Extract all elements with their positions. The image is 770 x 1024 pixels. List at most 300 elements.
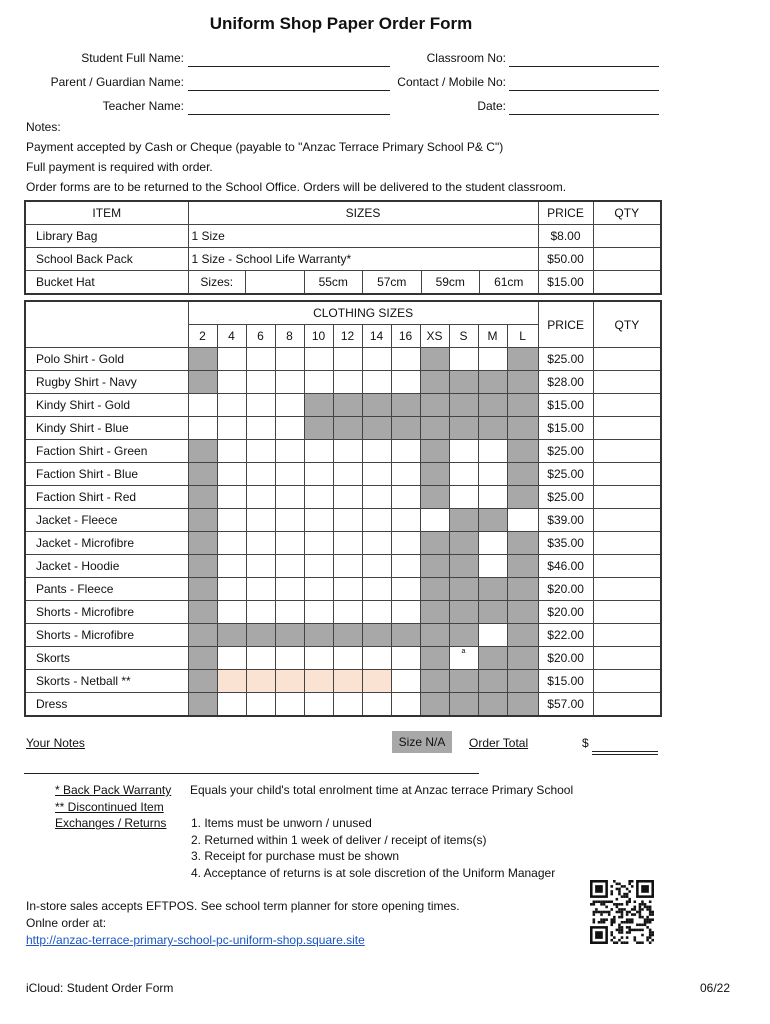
clothing-item-price: $15.00 xyxy=(538,394,593,417)
size-unavailable-cell xyxy=(391,624,420,647)
size-cell[interactable] xyxy=(188,394,217,417)
clothing-item-price: $35.00 xyxy=(538,532,593,555)
qty-cell[interactable] xyxy=(593,440,661,463)
size-unavailable-cell xyxy=(420,348,449,371)
size-cell[interactable] xyxy=(275,693,304,717)
date-field[interactable] xyxy=(509,114,659,115)
clothing-item-name: Rugby Shirt - Navy xyxy=(25,371,188,394)
clothing-table xyxy=(24,300,662,717)
footer-left: iCloud: Student Order Form xyxy=(26,981,174,995)
size-cell[interactable] xyxy=(246,693,275,717)
size-unavailable-cell xyxy=(391,394,420,417)
size-unavailable-cell xyxy=(478,670,507,693)
classroom-field[interactable] xyxy=(509,66,659,67)
qty-cell[interactable] xyxy=(593,394,661,417)
size-unavailable-cell xyxy=(449,601,478,624)
size-cell[interactable] xyxy=(275,348,304,371)
size-cell[interactable] xyxy=(246,486,275,509)
hat-size-blank xyxy=(245,271,304,293)
parent-name-field[interactable] xyxy=(188,90,390,91)
item-price: $50.00 xyxy=(538,248,593,271)
size-unavailable-cell xyxy=(246,624,275,647)
item-size: 1 Size xyxy=(188,225,538,248)
size-unavailable-cell xyxy=(449,394,478,417)
clothing-item-price: $28.00 xyxy=(538,371,593,394)
table-row xyxy=(25,486,661,509)
size-cell[interactable] xyxy=(449,348,478,371)
qty-cell[interactable] xyxy=(593,555,661,578)
table-row xyxy=(25,271,661,295)
size-cell[interactable] xyxy=(478,486,507,509)
size-cell[interactable] xyxy=(391,532,420,555)
clothing-item-name: Skorts - Netball ** xyxy=(25,670,188,693)
size-cell[interactable] xyxy=(217,417,246,440)
size-cell[interactable] xyxy=(246,601,275,624)
size-cell[interactable] xyxy=(246,371,275,394)
exchange-item: 3. Receipt for purchase must be shown xyxy=(191,849,400,863)
size-unavailable-cell xyxy=(420,532,449,555)
size-cell[interactable] xyxy=(304,532,333,555)
size-unavailable-cell xyxy=(304,417,333,440)
size-cell[interactable] xyxy=(391,578,420,601)
size-unavailable-cell xyxy=(449,509,478,532)
table-row xyxy=(25,371,661,394)
clothing-item-name: Dress xyxy=(25,693,188,717)
size-cell[interactable] xyxy=(217,509,246,532)
order-total-double-line xyxy=(592,754,658,755)
size-unavailable-cell xyxy=(420,486,449,509)
size-unavailable-cell xyxy=(507,555,538,578)
size-unavailable-cell xyxy=(362,624,391,647)
size-unavailable-cell xyxy=(420,693,449,717)
size-cell[interactable] xyxy=(449,486,478,509)
clothing-item-name: Jacket - Microfibre xyxy=(25,532,188,555)
size-cell[interactable] xyxy=(391,601,420,624)
size-cell[interactable] xyxy=(217,371,246,394)
size-cell[interactable] xyxy=(217,555,246,578)
qty-cell[interactable] xyxy=(593,532,661,555)
size-cell[interactable] xyxy=(333,601,362,624)
student-name-field[interactable] xyxy=(188,66,390,67)
size-cell[interactable] xyxy=(362,693,391,717)
clothing-item-price: $25.00 xyxy=(538,463,593,486)
order-total-field[interactable] xyxy=(592,751,658,752)
qty-cell[interactable] xyxy=(593,248,661,271)
size-cell[interactable] xyxy=(449,440,478,463)
size-unavailable-cell xyxy=(507,417,538,440)
size-unavailable-cell xyxy=(188,624,217,647)
notes-line-1: Payment accepted by Cash or Cheque (payable to "Anzac Terrace Primary School P& C") xyxy=(26,140,504,154)
size-header-cell: 10 xyxy=(304,325,333,348)
size-cell[interactable] xyxy=(246,509,275,532)
size-cell[interactable] xyxy=(217,463,246,486)
size-unavailable-cell xyxy=(507,532,538,555)
size-cell[interactable] xyxy=(246,417,275,440)
notes-line-2: Full payment is required with order. xyxy=(26,160,213,174)
exchange-item: 2. Returned within 1 week of deliver / receipt of items(s) xyxy=(191,833,487,847)
qty-cell[interactable] xyxy=(593,670,661,693)
size-cell[interactable] xyxy=(362,578,391,601)
size-cell[interactable] xyxy=(304,555,333,578)
size-unavailable-cell xyxy=(420,394,449,417)
size-unavailable-cell xyxy=(333,417,362,440)
classroom-label: Classroom No: xyxy=(426,51,506,65)
size-cell[interactable] xyxy=(478,532,507,555)
size-unavailable-cell xyxy=(188,578,217,601)
date-label: Date: xyxy=(477,99,506,113)
size-unavailable-cell xyxy=(420,555,449,578)
size-cell[interactable] xyxy=(217,394,246,417)
clothing-item-name: Shorts - Microfibre xyxy=(25,601,188,624)
size-discontinued-cell xyxy=(217,670,246,693)
qty-header: QTY xyxy=(593,201,661,225)
size-cell[interactable] xyxy=(217,601,246,624)
size-cell[interactable] xyxy=(333,463,362,486)
currency-symbol: $ xyxy=(582,736,589,750)
qty-cell[interactable] xyxy=(593,463,661,486)
qty-cell[interactable] xyxy=(593,647,661,670)
size-cell[interactable] xyxy=(188,417,217,440)
warranty-label: * Back Pack Warranty xyxy=(55,783,172,797)
size-unavailable-cell xyxy=(333,624,362,647)
size-cell[interactable] xyxy=(420,509,449,532)
parent-name-label: Parent / Guardian Name: xyxy=(50,75,184,89)
footer-right: 06/22 xyxy=(700,981,731,995)
qty-cell[interactable] xyxy=(593,509,661,532)
sizes-header: SIZES xyxy=(188,201,538,225)
notes-heading: Notes: xyxy=(26,120,61,134)
size-unavailable-cell xyxy=(391,417,420,440)
clothing-item-name: Kindy Shirt - Gold xyxy=(25,394,188,417)
size-cell[interactable] xyxy=(391,371,420,394)
table-row xyxy=(25,440,661,463)
size-cell[interactable] xyxy=(333,693,362,717)
size-cell[interactable] xyxy=(478,440,507,463)
size-cell[interactable] xyxy=(362,532,391,555)
size-cell[interactable] xyxy=(304,647,333,670)
clothing-item-price: $15.00 xyxy=(538,417,593,440)
qty-cell[interactable] xyxy=(593,693,661,717)
size-cell[interactable] xyxy=(391,440,420,463)
clothing-item-name: Jacket - Hoodie xyxy=(25,555,188,578)
items-table xyxy=(24,200,662,295)
size-cell[interactable] xyxy=(246,578,275,601)
clothing-item-price: $46.00 xyxy=(538,555,593,578)
clothing-item-name: Pants - Fleece xyxy=(25,578,188,601)
size-cell[interactable] xyxy=(478,348,507,371)
size-cell[interactable] xyxy=(275,509,304,532)
item-price: $15.00 xyxy=(538,271,593,295)
qty-cell[interactable] xyxy=(593,486,661,509)
size-cell[interactable] xyxy=(362,509,391,532)
student-name-label: Student Full Name: xyxy=(81,51,184,65)
size-unavailable-cell xyxy=(478,647,507,670)
size-cell[interactable] xyxy=(362,440,391,463)
size-cell[interactable] xyxy=(391,486,420,509)
size-unavailable-cell xyxy=(188,348,217,371)
clothing-item-name: Jacket - Fleece xyxy=(25,509,188,532)
size-cell[interactable] xyxy=(275,601,304,624)
size-unavailable-cell xyxy=(507,670,538,693)
size-cell[interactable] xyxy=(362,555,391,578)
clothing-item-name: Kindy Shirt - Blue xyxy=(25,417,188,440)
size-cell[interactable] xyxy=(391,555,420,578)
size-discontinued-cell xyxy=(362,670,391,693)
size-unavailable-cell xyxy=(188,647,217,670)
size-cell[interactable] xyxy=(449,463,478,486)
qty-cell[interactable] xyxy=(593,417,661,440)
item-name: Bucket Hat xyxy=(25,271,188,295)
hat-sizes xyxy=(188,271,538,295)
size-header-cell: 14 xyxy=(362,325,391,348)
size-unavailable-cell xyxy=(478,693,507,717)
size-cell[interactable] xyxy=(275,555,304,578)
size-header-cell: 8 xyxy=(275,325,304,348)
clothing-item-price: $57.00 xyxy=(538,693,593,717)
size-cell[interactable] xyxy=(478,463,507,486)
size-cell[interactable] xyxy=(304,601,333,624)
size-cell[interactable] xyxy=(333,555,362,578)
item-size: 1 Size - School Life Warranty* xyxy=(188,248,538,271)
size-header-cell: 2 xyxy=(188,325,217,348)
size-cell[interactable] xyxy=(333,486,362,509)
item-header: ITEM xyxy=(25,201,188,225)
table-row xyxy=(25,348,661,371)
clothing-item-name: Faction Shirt - Blue xyxy=(25,463,188,486)
size-unavailable-cell xyxy=(188,509,217,532)
size-cell[interactable] xyxy=(275,647,304,670)
size-cell[interactable] xyxy=(246,440,275,463)
size-discontinued-cell xyxy=(275,670,304,693)
clothing-item-price: $20.00 xyxy=(538,578,593,601)
hat-size-option[interactable]: 57cm xyxy=(362,271,421,293)
size-cell[interactable] xyxy=(333,348,362,371)
size-cell[interactable] xyxy=(217,440,246,463)
size-header-cell: M xyxy=(478,325,507,348)
size-cell[interactable] xyxy=(246,348,275,371)
teacher-name-label: Teacher Name: xyxy=(102,99,184,113)
size-cell[interactable] xyxy=(391,463,420,486)
clothing-item-price: $20.00 xyxy=(538,601,593,624)
size-cell[interactable] xyxy=(275,578,304,601)
size-cell[interactable] xyxy=(304,693,333,717)
size-unavailable-cell xyxy=(420,670,449,693)
size-cell[interactable] xyxy=(246,555,275,578)
size-cell[interactable] xyxy=(391,693,420,717)
size-cell[interactable] xyxy=(507,509,538,532)
size-cell[interactable] xyxy=(275,463,304,486)
size-unavailable-cell xyxy=(188,371,217,394)
size-cell[interactable] xyxy=(362,601,391,624)
size-unavailable-cell xyxy=(478,601,507,624)
size-cell[interactable] xyxy=(478,624,507,647)
clothing-item-name: Polo Shirt - Gold xyxy=(25,348,188,371)
size-unavailable-cell xyxy=(304,394,333,417)
qty-cell[interactable] xyxy=(593,601,661,624)
table-row xyxy=(25,555,661,578)
clothing-item-name: Shorts - Microfibre xyxy=(25,624,188,647)
instore-line: In-store sales accepts EFTPOS. See school term planner for store opening times. xyxy=(26,899,460,913)
size-cell-mark: a xyxy=(461,648,466,655)
size-cell[interactable] xyxy=(362,463,391,486)
size-cell[interactable] xyxy=(217,532,246,555)
size-cell[interactable] xyxy=(304,440,333,463)
size-cell[interactable] xyxy=(304,578,333,601)
qty-cell[interactable] xyxy=(593,225,661,248)
size-cell[interactable] xyxy=(362,486,391,509)
notes-line[interactable] xyxy=(24,773,479,774)
exchanges-label: Exchanges / Returns xyxy=(55,816,167,830)
size-header-cell: L xyxy=(507,325,538,348)
size-cell[interactable] xyxy=(217,578,246,601)
size-cell[interactable] xyxy=(304,371,333,394)
size-cell[interactable] xyxy=(333,647,362,670)
size-unavailable-cell xyxy=(188,555,217,578)
size-unavailable-cell xyxy=(420,624,449,647)
size-unavailable-cell xyxy=(420,647,449,670)
table-row xyxy=(25,532,661,555)
table-row xyxy=(25,578,661,601)
table-row xyxy=(25,225,661,248)
size-unavailable-cell xyxy=(478,509,507,532)
table-row xyxy=(25,463,661,486)
size-header-cell: XS xyxy=(420,325,449,348)
size-unavailable-cell xyxy=(507,348,538,371)
size-cell[interactable] xyxy=(478,555,507,578)
size-cell[interactable] xyxy=(275,486,304,509)
qty-cell[interactable] xyxy=(593,624,661,647)
size-cell[interactable] xyxy=(275,371,304,394)
clothing-item-price: $25.00 xyxy=(538,440,593,463)
table-row xyxy=(25,601,661,624)
size-unavailable-cell xyxy=(420,578,449,601)
qty-cell[interactable] xyxy=(593,371,661,394)
size-cell[interactable] xyxy=(217,486,246,509)
hat-size-option[interactable]: 55cm xyxy=(304,271,363,293)
size-cell[interactable] xyxy=(275,417,304,440)
contact-label: Contact / Mobile No: xyxy=(397,75,506,89)
table-row xyxy=(25,394,661,417)
size-cell[interactable] xyxy=(304,486,333,509)
size-unavailable-cell xyxy=(188,601,217,624)
clothing-item-price: $20.00 xyxy=(538,647,593,670)
hat-size-option[interactable]: 61cm xyxy=(479,271,538,293)
size-unavailable-cell xyxy=(449,417,478,440)
clothing-item-price: $25.00 xyxy=(538,486,593,509)
size-cell[interactable] xyxy=(333,578,362,601)
your-notes-label: Your Notes xyxy=(26,736,85,750)
clothing-header-row xyxy=(25,301,661,325)
size-unavailable-cell xyxy=(507,394,538,417)
hat-sizes-label: Sizes: xyxy=(200,275,234,289)
size-header-cell: S xyxy=(449,325,478,348)
table-row xyxy=(25,647,661,670)
size-header-cell: 6 xyxy=(246,325,275,348)
size-unavailable-cell xyxy=(507,463,538,486)
item-price: $8.00 xyxy=(538,225,593,248)
item-name: School Back Pack xyxy=(25,248,188,271)
size-cell[interactable] xyxy=(333,371,362,394)
size-discontinued-cell xyxy=(333,670,362,693)
size-unavailable-cell xyxy=(449,693,478,717)
size-unavailable-cell xyxy=(362,417,391,440)
size-cell[interactable] xyxy=(449,647,478,670)
table-row xyxy=(25,693,661,717)
size-unavailable-cell xyxy=(188,486,217,509)
size-unavailable-cell xyxy=(362,394,391,417)
table-row xyxy=(25,417,661,440)
page-title: Uniform Shop Paper Order Form xyxy=(209,14,473,33)
size-cell[interactable] xyxy=(391,670,420,693)
order-url-link[interactable]: http://anzac-terrace-primary-school-pc-uniform-shop.square.site xyxy=(26,933,365,947)
size-cell[interactable] xyxy=(362,348,391,371)
size-cell[interactable] xyxy=(391,348,420,371)
clothing-item-header xyxy=(25,301,188,348)
size-cell[interactable] xyxy=(275,532,304,555)
size-cell[interactable] xyxy=(304,348,333,371)
size-unavailable-cell xyxy=(507,578,538,601)
contact-field[interactable] xyxy=(509,90,659,91)
hat-size-option[interactable]: 59cm xyxy=(421,271,480,293)
size-unavailable-cell xyxy=(507,693,538,717)
size-cell[interactable] xyxy=(362,371,391,394)
size-unavailable-cell xyxy=(188,463,217,486)
size-cell[interactable] xyxy=(246,647,275,670)
clothing-qty-header: QTY xyxy=(593,301,661,348)
clothing-item-price: $25.00 xyxy=(538,348,593,371)
size-unavailable-cell xyxy=(420,417,449,440)
order-total-label: Order Total xyxy=(469,736,529,750)
size-unavailable-cell xyxy=(449,670,478,693)
size-cell[interactable] xyxy=(246,532,275,555)
clothing-item-name: Skorts xyxy=(25,647,188,670)
qty-cell[interactable] xyxy=(593,271,661,295)
size-cell[interactable] xyxy=(275,394,304,417)
size-na-legend: Size N/A xyxy=(392,731,452,753)
exchange-item: 4. Acceptance of returns is at sole discretion of the Uniform Manager xyxy=(191,866,556,880)
warranty-text: Equals your child's total enrolment time at Anzac terrace Primary School xyxy=(190,783,574,797)
size-cell[interactable] xyxy=(391,509,420,532)
size-cell[interactable] xyxy=(217,647,246,670)
size-cell[interactable] xyxy=(275,440,304,463)
items-header-row xyxy=(25,201,661,225)
qr-code-icon[interactable] xyxy=(590,880,654,946)
size-unavailable-cell xyxy=(188,532,217,555)
size-cell[interactable] xyxy=(333,532,362,555)
size-cell[interactable] xyxy=(246,463,275,486)
size-cell[interactable] xyxy=(304,463,333,486)
qty-cell[interactable] xyxy=(593,578,661,601)
size-discontinued-cell xyxy=(304,670,333,693)
size-cell[interactable] xyxy=(391,647,420,670)
size-cell[interactable] xyxy=(217,348,246,371)
size-unavailable-cell xyxy=(478,371,507,394)
table-row xyxy=(25,670,661,693)
size-cell[interactable] xyxy=(246,394,275,417)
size-header-cell: 12 xyxy=(333,325,362,348)
qty-cell[interactable] xyxy=(593,348,661,371)
size-unavailable-cell xyxy=(478,417,507,440)
size-unavailable-cell xyxy=(507,647,538,670)
size-cell[interactable] xyxy=(333,509,362,532)
size-unavailable-cell xyxy=(333,394,362,417)
size-cell[interactable] xyxy=(362,647,391,670)
item-name: Library Bag xyxy=(25,225,188,248)
teacher-name-field[interactable] xyxy=(188,114,390,115)
size-cell[interactable] xyxy=(304,509,333,532)
size-cell[interactable] xyxy=(217,693,246,717)
size-cell[interactable] xyxy=(333,440,362,463)
